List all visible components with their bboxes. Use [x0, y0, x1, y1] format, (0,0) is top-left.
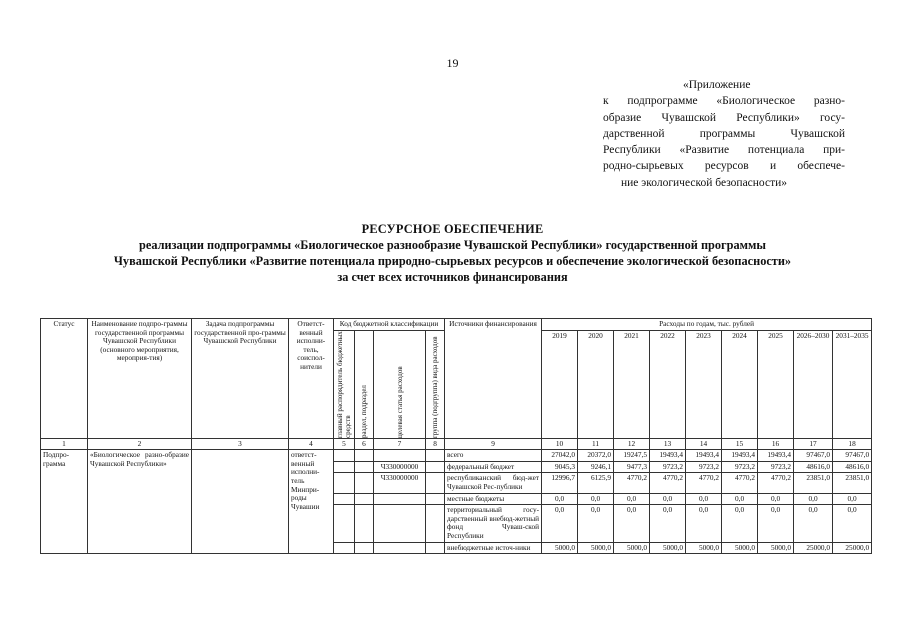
cell-value: 0,0 — [578, 493, 614, 505]
cell-value: 27042,0 — [542, 450, 578, 462]
cell-source: внебюджетные источ-ники — [445, 542, 542, 554]
cell-section — [355, 493, 374, 505]
cell-value: 9723,2 — [758, 461, 794, 473]
cell-task — [192, 450, 289, 554]
cell-grbs — [334, 505, 355, 542]
heading-subtitle-line: реализации подпрограммы «Биологическое разнообразие Чувашской Республики» государственной программы — [139, 238, 766, 252]
cell-section — [355, 505, 374, 542]
header-year: 2024 — [722, 330, 758, 438]
cell-status: Подпро-грамма — [41, 450, 88, 554]
cell-value: 0,0 — [794, 505, 833, 542]
col-number: 7 — [374, 438, 426, 450]
cell-value: 23851,0 — [794, 473, 833, 493]
cell-group — [426, 461, 445, 473]
cell-value: 0,0 — [578, 505, 614, 542]
cell-value: 0,0 — [542, 505, 578, 542]
header-expenses: Расходы по годам, тыс. рублей — [542, 319, 872, 331]
header-year: 2026–2030 — [794, 330, 833, 438]
cell-grbs — [334, 461, 355, 473]
appendix-line: дарственной программы Чувашской — [603, 127, 845, 140]
cell-value: 5000,0 — [758, 542, 794, 554]
col-number: 18 — [833, 438, 872, 450]
cell-target — [374, 505, 426, 542]
cell-value: 9723,2 — [650, 461, 686, 473]
col-number: 4 — [289, 438, 334, 450]
cell-target — [374, 450, 426, 462]
col-number: 9 — [445, 438, 542, 450]
header-year: 2020 — [578, 330, 614, 438]
cell-value: 97467,0 — [833, 450, 872, 462]
cell-value: 9246,1 — [578, 461, 614, 473]
cell-value: 0,0 — [614, 493, 650, 505]
cell-value: 4770,2 — [722, 473, 758, 493]
header-name: Наименование подпро-граммы государственной программы Чувашской Республики (основного мероприятия, мероприя-тия) — [88, 319, 192, 439]
cell-value: 5000,0 — [542, 542, 578, 554]
appendix-line: Республики «Развитие потенциала при- — [603, 144, 845, 157]
header-sources: Источники финансирования — [445, 319, 542, 439]
col-number: 3 — [192, 438, 289, 450]
header-task: Задача подпрограммы государственной про-граммы Чувашской Республики — [192, 319, 289, 439]
cell-group — [426, 493, 445, 505]
header-year: 2019 — [542, 330, 578, 438]
col-number: 12 — [614, 438, 650, 450]
appendix-note — [603, 77, 845, 191]
cell-value: 9045,3 — [542, 461, 578, 473]
cell-value: 4770,2 — [758, 473, 794, 493]
cell-value: 5000,0 — [578, 542, 614, 554]
cell-responsible: ответст-венный исполни-тель Минпри-роды Чувашии — [289, 450, 334, 554]
col-number: 6 — [355, 438, 374, 450]
header-group: группа (подгруппа) вида расходов — [431, 336, 440, 438]
heading-subtitle-line: за счет всех источников финансирования — [337, 270, 568, 284]
header-year: 2022 — [650, 330, 686, 438]
col-number: 5 — [334, 438, 355, 450]
cell-value: 97467,0 — [794, 450, 833, 462]
cell-value: 0,0 — [614, 505, 650, 542]
cell-value: 0,0 — [833, 505, 872, 542]
cell-value: 5000,0 — [686, 542, 722, 554]
cell-source: местные бюджеты — [445, 493, 542, 505]
cell-source: республиканский бюд-жет Чувашской Рес-публики — [445, 473, 542, 493]
col-number: 16 — [758, 438, 794, 450]
cell-target: Ч330000000 — [374, 473, 426, 493]
cell-section — [355, 473, 374, 493]
header-year: 2031–2035 — [833, 330, 872, 438]
header-year: 2025 — [758, 330, 794, 438]
header-section: раздел, подраздел — [360, 384, 368, 438]
header-grbs: главный распорядитель бюджетных средств — [336, 330, 352, 438]
cell-value: 4770,2 — [614, 473, 650, 493]
cell-group — [426, 473, 445, 493]
cell-value: 23851,0 — [833, 473, 872, 493]
cell-value: 0,0 — [686, 493, 722, 505]
header-year: 2021 — [614, 330, 650, 438]
cell-section — [355, 450, 374, 462]
col-number: 15 — [722, 438, 758, 450]
cell-value: 19247,5 — [614, 450, 650, 462]
appendix-line: образие Чувашской Республики» госу- — [603, 111, 845, 124]
appendix-line: ние экологической безопасности» — [621, 176, 788, 189]
header-status: Статус — [41, 319, 88, 439]
cell-value: 0,0 — [794, 493, 833, 505]
cell-value: 0,0 — [686, 505, 722, 542]
document-heading — [40, 221, 865, 285]
cell-grbs — [334, 473, 355, 493]
appendix-line: родно-сырьевых ресурсов и обеспече- — [603, 160, 845, 173]
cell-value: 9723,2 — [722, 461, 758, 473]
cell-value: 0,0 — [542, 493, 578, 505]
cell-grbs — [334, 542, 355, 554]
page-number: 19 — [446, 56, 459, 70]
cell-value: 0,0 — [758, 493, 794, 505]
cell-value: 48616,0 — [794, 461, 833, 473]
cell-value: 0,0 — [758, 505, 794, 542]
header-responsible: Ответст-венный исполни-тель, соиспол-нители — [289, 319, 334, 439]
heading-subtitle-line: Чувашской Республики «Развитие потенциала природно-сырьевых ресурсов и обеспечение экологической безопасности» — [113, 254, 792, 268]
cell-value: 20372,0 — [578, 450, 614, 462]
cell-value: 0,0 — [833, 493, 872, 505]
col-number: 11 — [578, 438, 614, 450]
cell-target — [374, 542, 426, 554]
col-number: 2 — [88, 438, 192, 450]
resource-table — [40, 318, 872, 554]
cell-value: 9477,3 — [614, 461, 650, 473]
cell-grbs — [334, 450, 355, 462]
cell-value: 19493,4 — [758, 450, 794, 462]
cell-group — [426, 450, 445, 462]
table-row — [41, 450, 872, 462]
cell-source: всего — [445, 450, 542, 462]
header-year: 2023 — [686, 330, 722, 438]
cell-value: 48616,0 — [833, 461, 872, 473]
header-target: целевая статья расходов — [395, 365, 404, 438]
cell-target: Ч330000000 — [374, 461, 426, 473]
appendix-line: «Приложение — [683, 79, 751, 91]
header-budget-code: Код бюджетной классификации — [334, 319, 445, 331]
col-number: 10 — [542, 438, 578, 450]
cell-group — [426, 505, 445, 542]
cell-value: 0,0 — [722, 505, 758, 542]
cell-grbs — [334, 493, 355, 505]
cell-value: 5000,0 — [650, 542, 686, 554]
cell-value: 25000,0 — [833, 542, 872, 554]
cell-value: 0,0 — [722, 493, 758, 505]
cell-value: 5000,0 — [722, 542, 758, 554]
appendix-line: к подпрограмме «Биологическое разно- — [603, 95, 845, 108]
cell-value: 19493,4 — [722, 450, 758, 462]
cell-target — [374, 493, 426, 505]
col-number: 14 — [686, 438, 722, 450]
heading-title: РЕСУРСНОЕ ОБЕСПЕЧЕНИЕ — [361, 222, 544, 236]
cell-value: 19493,4 — [686, 450, 722, 462]
col-number: 17 — [794, 438, 833, 450]
cell-value: 6125,9 — [578, 473, 614, 493]
cell-value: 25000,0 — [794, 542, 833, 554]
cell-value: 12996,7 — [542, 473, 578, 493]
col-number: 1 — [41, 438, 88, 450]
col-number: 13 — [650, 438, 686, 450]
column-number-row — [41, 438, 872, 450]
table-header-row — [41, 319, 872, 331]
cell-value: 0,0 — [650, 493, 686, 505]
cell-source: территориальный госу-дарственный внебюд-жетный фонд Чуваш-ской Республики — [445, 505, 542, 542]
cell-section — [355, 542, 374, 554]
cell-value: 19493,4 — [650, 450, 686, 462]
col-number: 8 — [426, 438, 445, 450]
cell-value: 0,0 — [650, 505, 686, 542]
cell-value: 4770,2 — [686, 473, 722, 493]
cell-source: федеральный бюджет — [445, 461, 542, 473]
cell-value: 9723,2 — [686, 461, 722, 473]
cell-group — [426, 542, 445, 554]
cell-value: 5000,0 — [614, 542, 650, 554]
cell-section — [355, 461, 374, 473]
cell-name: «Биологическое разно-образие Чувашской Республики» — [88, 450, 192, 554]
cell-value: 4770,2 — [650, 473, 686, 493]
